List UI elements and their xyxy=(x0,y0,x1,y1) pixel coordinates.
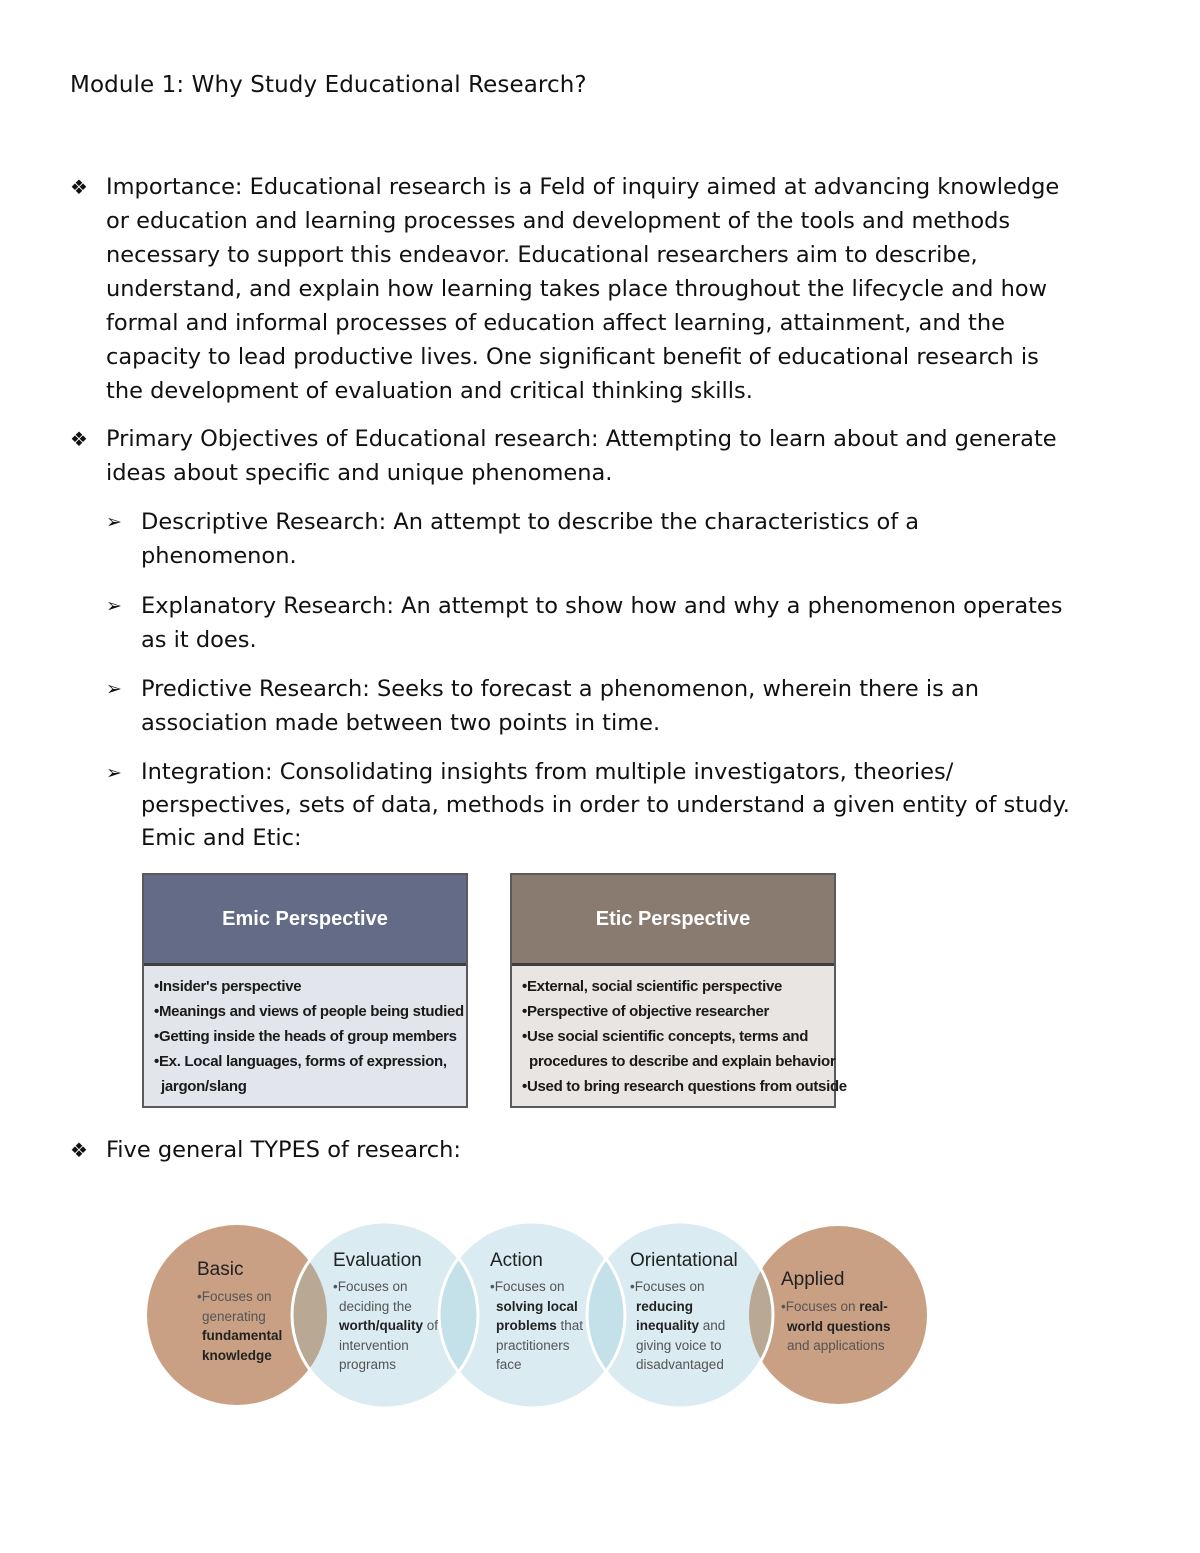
action-line: solving local xyxy=(496,1298,578,1314)
etic-item: •Use social scientific concepts, terms and xyxy=(522,1028,809,1045)
basic-label-group xyxy=(197,1259,282,1365)
sub-item-line: Predictive Research: Seeks to forecast a phenomenon, wherein there is an xyxy=(141,676,980,702)
applied-title: Applied xyxy=(781,1269,845,1290)
sub-item-line: as it does. xyxy=(141,627,257,653)
etic-item: procedures to describe and explain behavior xyxy=(529,1053,836,1070)
basic-line: generating xyxy=(202,1308,266,1324)
evaluation-line: intervention xyxy=(339,1337,409,1353)
importance-line: capacity to lead productive lives. One significant benefit of educational research is xyxy=(106,344,1039,370)
emic-etic-figure xyxy=(142,873,847,1110)
emic-item: •Getting inside the heads of group members xyxy=(154,1028,457,1045)
sub-item-line: phenomenon. xyxy=(141,543,297,569)
emic-perspective-title: Emic Perspective xyxy=(144,875,466,966)
sub-item-line: Descriptive Research: An attempt to describe the characteristics of a xyxy=(141,509,920,535)
importance-line: formal and informal processes of education affect learning, attainment, and the xyxy=(106,310,1005,336)
emic-item: jargon/slang xyxy=(161,1078,247,1095)
arrow-bullet-icon: ➢ xyxy=(106,762,122,784)
action-line: problems xyxy=(496,1318,557,1333)
basic-line: •Focuses on xyxy=(197,1289,272,1304)
emic-item: •Ex. Local languages, forms of expression, xyxy=(154,1053,447,1070)
importance-line: the development of evaluation and critical thinking skills. xyxy=(106,378,753,404)
emic-perspective-box xyxy=(142,873,468,1108)
etic-item: •Used to bring research questions from outside xyxy=(522,1078,847,1095)
evaluation-line: worth/quality xyxy=(339,1318,423,1333)
integration-item xyxy=(141,756,1070,855)
sub-item-line: Explanatory Research: An attempt to show how and why a phenomenon operates xyxy=(141,593,1063,619)
bullet-icon: ❖ xyxy=(70,1138,88,1162)
explanatory-research-item xyxy=(141,589,1063,657)
applied-description xyxy=(781,1297,891,1356)
sub-item-line: Integration: Consolidating insights from multiple investigators, theories/ xyxy=(141,759,954,785)
basic-title: Basic xyxy=(197,1259,244,1280)
importance-line: necessary to support this endeavor. Educational researchers aim to describe, xyxy=(106,242,978,268)
etic-perspective-box xyxy=(510,873,847,1108)
applied-line: •Focuses on xyxy=(781,1299,856,1314)
objectives-line: Primary Objectives of Educational research: Attempting to learn about and generate xyxy=(106,426,1057,452)
importance-line: or education and learning processes and development of the tools and methods xyxy=(106,208,1011,234)
etic-perspective-list xyxy=(512,966,847,1099)
action-description xyxy=(490,1277,583,1375)
page-title: Module 1: Why Study Educational Research? xyxy=(70,72,587,98)
evaluation-line: deciding the xyxy=(339,1298,412,1314)
action-line: face xyxy=(496,1357,522,1372)
basic-line: fundamental xyxy=(202,1328,283,1343)
arrow-bullet-icon: ➢ xyxy=(106,511,122,533)
evaluation-label-group xyxy=(333,1250,438,1375)
orientational-line: •Focuses on xyxy=(630,1279,705,1294)
etic-item: •External, social scientific perspective xyxy=(522,978,783,995)
orientational-line: giving voice to xyxy=(636,1337,722,1353)
bullet-icon: ❖ xyxy=(70,175,88,199)
action-label-group xyxy=(490,1250,583,1375)
etic-perspective-title: Etic Perspective xyxy=(512,875,834,966)
emic-item: •Meanings and views of people being studied xyxy=(154,1003,464,1020)
research-types-diagram xyxy=(145,1183,929,1448)
bullet-icon: ❖ xyxy=(70,427,88,451)
evaluation-title: Evaluation xyxy=(333,1250,422,1271)
objectives-paragraph xyxy=(106,422,1057,490)
orientational-line: disadvantaged xyxy=(636,1357,724,1372)
sub-item-line: association made between two points in time. xyxy=(141,710,661,736)
objectives-line: ideas about specific and unique phenomena. xyxy=(106,460,613,486)
importance-paragraph xyxy=(106,170,1059,408)
action-line: •Focuses on xyxy=(490,1279,565,1294)
applied-label-group xyxy=(781,1269,891,1356)
basic-description xyxy=(197,1287,282,1365)
descriptive-research-item xyxy=(141,505,919,573)
evaluation-line: programs xyxy=(339,1357,397,1372)
sub-item-line: Emic and Etic: xyxy=(141,825,302,851)
action-title: Action xyxy=(490,1250,543,1271)
orientational-line: and xyxy=(702,1318,726,1333)
sub-item-line: perspectives, sets of data, methods in order to understand a given entity of study. xyxy=(141,792,1070,818)
evaluation-description xyxy=(333,1277,438,1375)
orientational-line: reducing xyxy=(636,1298,694,1314)
action-line: that xyxy=(560,1318,584,1333)
emic-item: •Insider's perspective xyxy=(154,978,302,995)
evaluation-line: of xyxy=(426,1318,439,1333)
arrow-bullet-icon: ➢ xyxy=(106,678,122,700)
applied-line: world questions xyxy=(787,1318,891,1334)
orientational-line: inequality xyxy=(636,1318,700,1333)
applied-line: and applications xyxy=(787,1338,885,1353)
arrow-bullet-icon: ➢ xyxy=(106,595,122,617)
types-heading: Five general TYPES of research: xyxy=(106,1137,462,1163)
importance-line: understand, and explain how learning takes place throughout the lifecycle and how xyxy=(106,276,1048,302)
orientational-label-group xyxy=(630,1250,738,1375)
importance-line: Importance: Educational research is a Feld of inquiry aimed at advancing knowledge xyxy=(106,174,1060,200)
evaluation-line: •Focuses on xyxy=(333,1279,408,1294)
orientational-description xyxy=(630,1277,738,1375)
orientational-title: Orientational xyxy=(630,1250,738,1271)
basic-line: knowledge xyxy=(202,1347,272,1363)
predictive-research-item xyxy=(141,672,979,740)
action-line: practitioners xyxy=(496,1337,570,1353)
etic-item: •Perspective of objective researcher xyxy=(522,1003,770,1020)
applied-line: real- xyxy=(859,1299,888,1314)
emic-perspective-list xyxy=(144,966,466,1099)
